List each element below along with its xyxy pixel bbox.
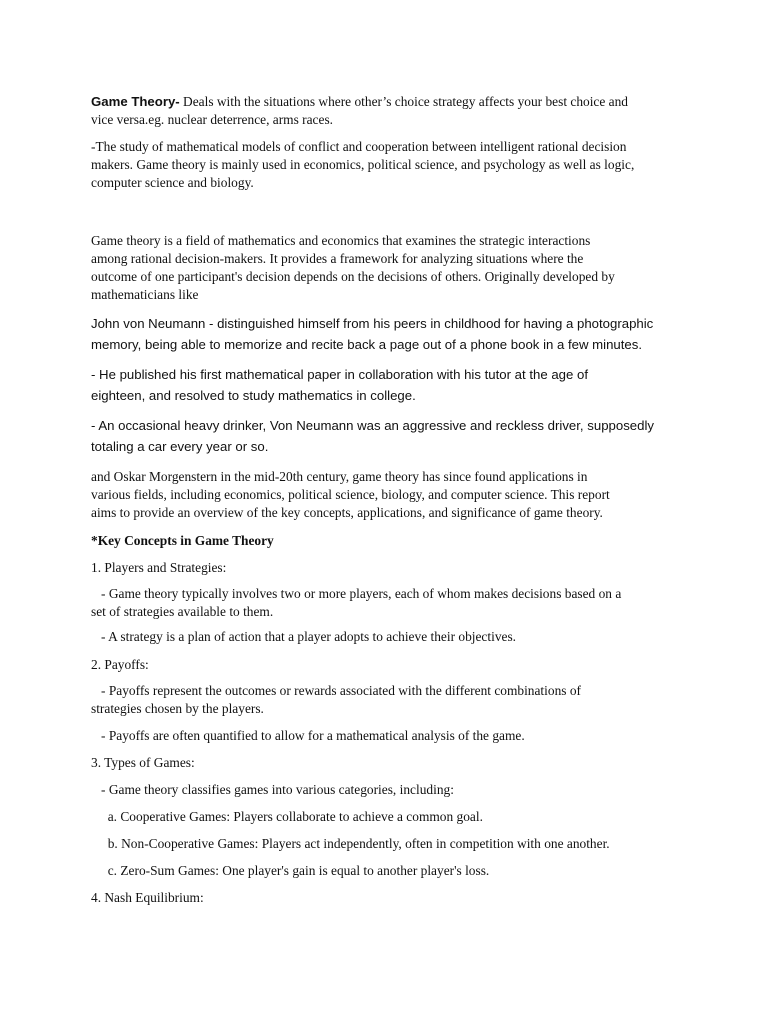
section-3-item-a: a. Cooperative Games: Players collaborate to achieve a common goal. [91,809,483,824]
morgenstern-line-3: aims to provide an overview of the key concepts, applications, and significance of game theory. [91,505,603,520]
neumann-paragraph-1 [91,313,691,355]
overview-line-3: outcome of one participant's decision depends on the decisions of others. Originally developed by [91,269,615,284]
section-3-item-c: c. Zero-Sum Games: One player's gain is equal to another player's loss. [91,863,490,878]
morgenstern-line-2: various fields, including economics, political science, biology, and computer science. This report [91,487,610,502]
neumann-paragraph-2 [91,364,691,406]
section-2-bullet-1-line-1: - Payoffs represent the outcomes or rewards associated with the different combinations of [91,683,581,698]
section-4-title: 4. Nash Equilibrium: [91,890,204,905]
section-3-title: 3. Types of Games: [91,755,195,770]
key-concepts-heading: *Key Concepts in Game Theory [91,533,274,548]
intro-line-2: vice versa.eg. nuclear deterrence, arms races. [91,112,333,127]
intro-term: Game Theory- [91,94,180,109]
intro-paragraph [91,93,691,129]
section-2-bullet-2: - Payoffs are often quantified to allow for a mathematical analysis of the game. [91,728,525,743]
overview-line-1: Game theory is a field of mathematics and economics that examines the strategic interactions [91,233,591,248]
definition-paragraph [91,138,691,192]
section-2-title: 2. Payoffs: [91,657,149,672]
intro-line-1: Deals with the situations where other’s choice strategy affects your best choice and [179,94,629,109]
neumann-2-line-2: eighteen, and resolved to study mathematics in college. [91,388,416,403]
definition-line-2: makers. Game theory is mainly used in economics, political science, and psychology as well as logic, [91,157,635,172]
section-1-bullet-2: - A strategy is a plan of action that a player adopts to achieve their objectives. [91,629,517,644]
overview-line-4: mathematicians like [91,287,199,302]
section-2-bullet-1-line-2: strategies chosen by the players. [91,701,264,716]
definition-line-3: computer science and biology. [91,175,254,190]
section-3-item-b: b. Non-Cooperative Games: Players act independently, often in competition with one another. [91,836,610,851]
overview-line-2: among rational decision-makers. It provides a framework for analyzing situations where the [91,251,584,266]
neumann-3-line-1: - An occasional heavy drinker, Von Neumann was an aggressive and reckless driver, supposedly [91,418,654,433]
neumann-paragraph-3 [91,415,691,457]
section-3-bullet-1: - Game theory classifies games into various categories, including: [91,782,454,797]
neumann-3-line-2: totaling a car every year or so. [91,439,269,454]
section-1-bullet-1-line-1: - Game theory typically involves two or more players, each of whom makes decisions based on a [91,586,622,601]
section-1-title: 1. Players and Strategies: [91,560,227,575]
section-2-bullet-1 [91,682,691,718]
neumann-2-line-1: - He published his first mathematical paper in collaboration with his tutor at the age of [91,367,588,382]
definition-line-1: -The study of mathematical models of conflict and cooperation between intelligent rational decision [91,139,627,154]
section-1-bullet-1 [91,585,691,621]
section-1-bullet-1-line-2: set of strategies available to them. [91,604,274,619]
neumann-1-line-2: memory, being able to memorize and recite back a page out of a phone book in a few minutes. [91,337,643,352]
morgenstern-line-1: and Oskar Morgenstern in the mid-20th century, game theory has since found applications in [91,469,588,484]
morgenstern-paragraph [91,468,691,522]
neumann-1-line-1: John von Neumann - distinguished himself from his peers in childhood for having a photographic [91,316,654,331]
overview-paragraph [91,232,691,304]
